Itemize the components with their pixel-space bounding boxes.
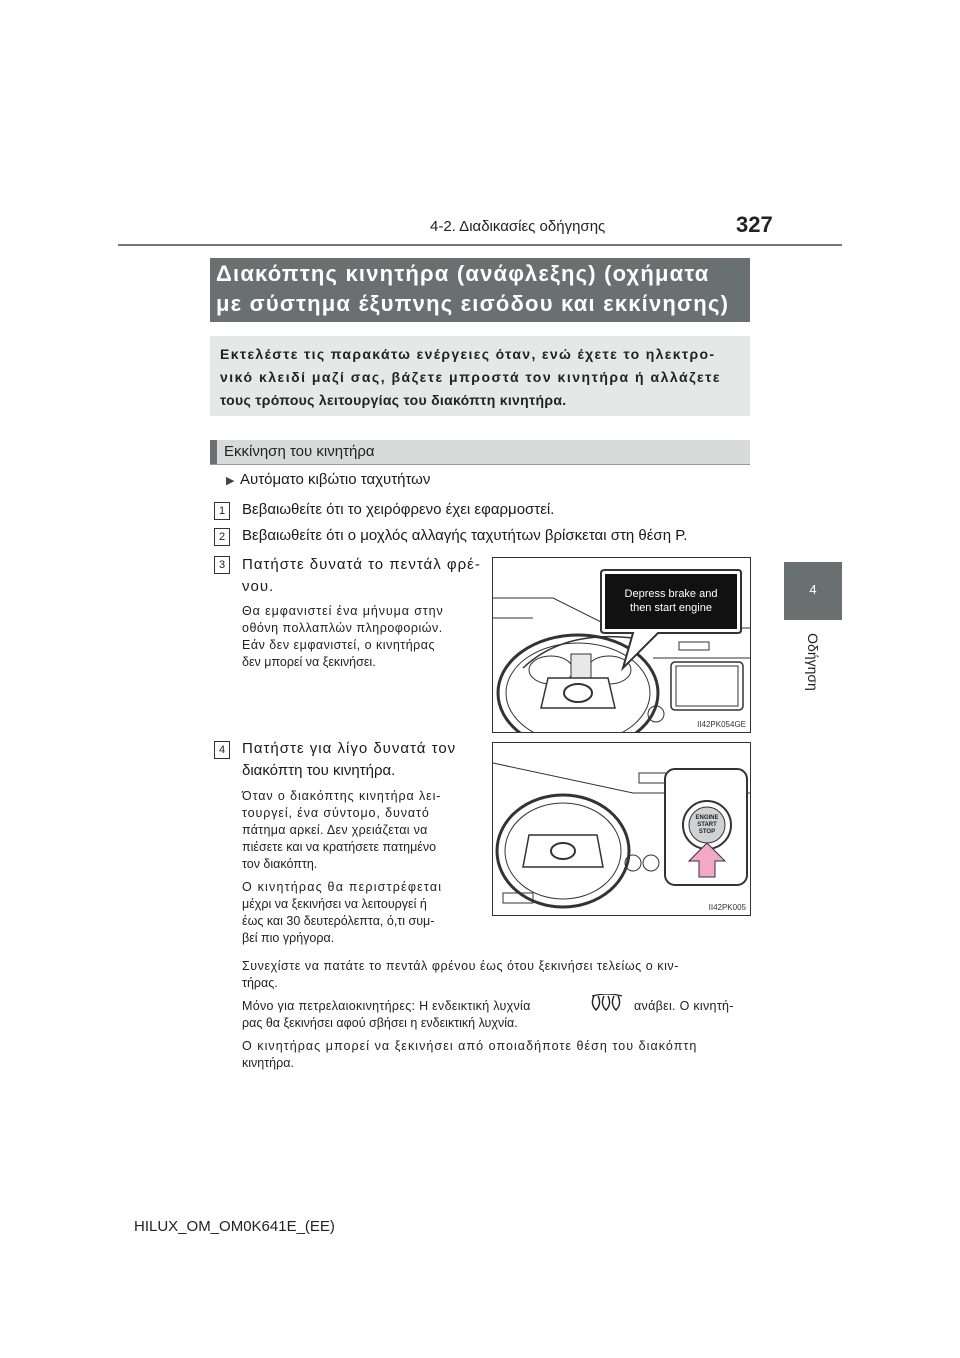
chapter-label: Οδήγηση [805, 633, 821, 691]
dashboard-illustration [493, 558, 750, 732]
step-4-note2-line: μέχρι να ξεκινήσει να λειτουργεί ή [242, 897, 427, 911]
step-4-note-line: τον διακόπτη. [242, 857, 318, 871]
step-3-note-line: Θα εμφανιστεί ένα μήνυμα στην [242, 604, 444, 618]
step-number: 1 [214, 502, 230, 520]
step-3-note-line: οθόνη πολλαπλών πληροφοριών. [242, 621, 443, 635]
chapter-label-container [784, 622, 842, 702]
intro-line-2: νικό κλειδί μαζί σας, βάζετε μπροστά τον κινητήρα ή αλλάζετε [220, 369, 722, 385]
bullet-arrow-icon: ▶ [226, 475, 235, 487]
step-4-note2-line: βεί πιο γρήγορα. [242, 931, 335, 945]
step-4-line-2: διακόπτη του κινητήρα. [242, 762, 396, 779]
step-number: 2 [214, 528, 230, 546]
figure-dashboard-message [492, 557, 751, 733]
step-4-note2-line: Ο κινητήρας θα περιστρέφεται [242, 880, 443, 894]
intro-line-1: Εκτελέστε τις παρακάτω ενέργειες όταν, ενώ έχετε το ηλεκτρο- [220, 346, 716, 362]
step-3-line-2: νου. [242, 578, 275, 595]
dashboard-message-line-2: then start engine [630, 602, 712, 614]
chapter-tab [784, 562, 842, 620]
step-3-line-1: Πατήστε δυνατά το πεντάλ φρέ- [242, 556, 481, 573]
after-p3-line-2: κινητήρα. [242, 1056, 294, 1070]
title-line-2: με σύστημα έξυπνης εισόδου και εκκίνησης) [216, 291, 730, 316]
after-p3-line-1: Ο κινητήρας μπορεί να ξεκινήσει από οποιαδήποτε θέση του διακόπτη [242, 1039, 698, 1053]
figure-code: II42PK005 [708, 903, 746, 912]
step-number: 3 [214, 556, 230, 574]
engine-button-label-2: START [697, 822, 717, 828]
step-4-note-line: πιέσετε και να κρατήσετε πατημένο [242, 840, 437, 854]
document-code: HILUX_OM_OM0K641E_(EE) [134, 1218, 335, 1235]
transmission-label: Αυτόματο κιβώτιο ταχυτήτων [240, 471, 431, 488]
step-4-note2-line: έως και 30 δευτερόλεπτα, ό,τι συμ- [242, 914, 435, 928]
engine-button-label-3: STOP [698, 829, 716, 835]
title-line-1: Διακόπτης κινητήρα (ανάφλεξης) (οχήματα [216, 261, 710, 286]
figure-code: II42PK054GE [697, 720, 746, 729]
header-divider [118, 244, 842, 246]
after-p1-line-2: τήρας. [242, 976, 278, 990]
subsection-accent-bar [210, 440, 217, 464]
glow-plug-indicator-icon [590, 994, 626, 1014]
section-header: 4-2. Διαδικασίες οδήγησης [430, 218, 606, 235]
step-4-note-line: τουργεί, ένα σύντομο, δυνατό [242, 806, 430, 820]
after-p1-line-1: Συνεχίστε να πατάτε το πεντάλ φρένου έως ότου ξεκινήσει τελείως ο κιν- [242, 959, 679, 973]
subsection-header [210, 440, 750, 465]
step-4-note-line: Όταν ο διακόπτης κινητήρα λει- [242, 789, 442, 803]
dashboard-message-line-1: Depress brake and [624, 588, 718, 600]
engine-button-label-1: ENGINE [695, 815, 719, 821]
page-number: 327 [736, 212, 773, 237]
chapter-number: 4 [809, 582, 817, 597]
after-p2-line-2: ρας θα ξεκινήσει αφού σβήσει η ενδεικτική λυχνία. [242, 1016, 518, 1030]
figure-engine-switch [492, 742, 751, 916]
step-4-note-line: πάτημα αρκεί. Δεν χρειάζεται να [242, 823, 428, 837]
title-banner [210, 258, 750, 322]
intro-box [210, 336, 750, 416]
intro-line-3: τους τρόπους λειτουργίας του διακόπτη κινητήρα. [220, 392, 567, 408]
step-number: 4 [214, 741, 230, 759]
step-4-line-1: Πατήστε για λίγο δυνατά τον [242, 740, 457, 757]
after-p2-line-1b: ανάβει. Ο κινητή- [634, 999, 734, 1013]
step-1-text: Βεβαιωθείτε ότι το χειρόφρενο έχει εφαρμοστεί. [242, 501, 555, 518]
subsection-title: Εκκίνηση του κινητήρα [224, 443, 375, 460]
step-2-text: Βεβαιωθείτε ότι ο μοχλός αλλαγής ταχυτήτων βρίσκεται στη θέση P. [242, 527, 688, 544]
step-3-note-line: δεν μπορεί να ξεκινήσει. [242, 655, 376, 669]
after-p2-line-1a: Μόνο για πετρελαιοκινητήρες: Η ενδεικτική λυχνία [242, 999, 531, 1013]
step-3-note-line: Εάν δεν εμφανιστεί, ο κινητήρας [242, 638, 436, 652]
